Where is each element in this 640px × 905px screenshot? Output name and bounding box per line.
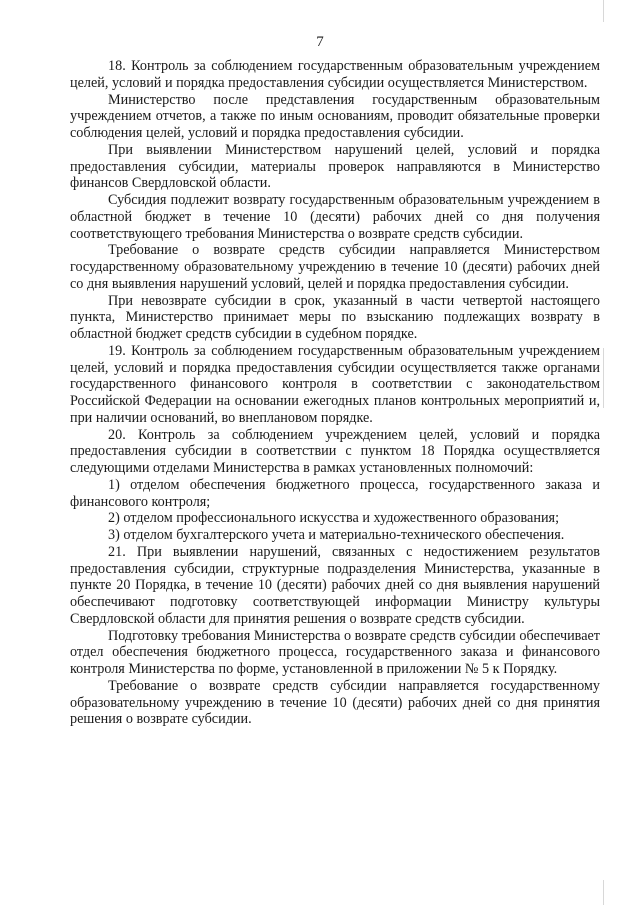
paragraph: Требование о возврате средств субсидии направляется Министерством государственному образовательному учреждению в течение 10 (десяти) рабочих дней со дня выявления нарушений условий, целей и порядка предоставления субсидии. (70, 242, 600, 292)
document-body (70, 58, 600, 728)
list-item: 1) отделом обеспечения бюджетного процесса, государственного заказа и финансового контроля; (70, 476, 600, 510)
paragraph: 21. При выявлении нарушений, связанных с недостижением результатов предоставления субсидии, структурные подразделения Министерства, указанные в пункте 20 Порядка, в течение 10 (десяти) рабочих дней со дня выявления нарушений обеспечивают подготовку соответствующей информации Министру культуры Свердловской области для принятия решения о возврате средств субсидии. (70, 543, 600, 627)
paragraph: При невозврате субсидии в срок, указанный в части четвертой настоящего пункта, Министерство принимает меры по взысканию подлежащих возврату в областной бюджет средств субсидии в судебном порядке. (70, 292, 600, 342)
paragraph: При выявлении Министерством нарушений целей, условий и порядка предоставления субсидии, материалы проверок направляются в Министерство финансов Свердловской области. (70, 141, 600, 192)
list-item: 3) отделом бухгалтерского учета и материально-технического обеспечения. (108, 527, 565, 543)
scan-edge-mark (603, 0, 604, 22)
page-number: 7 (316, 34, 324, 50)
paragraph: Субсидия подлежит возврату государственным образовательным учреждением в областной бюджет в течение 10 (десяти) рабочих дней со дня получения соответствующего требования Министерства о возврате средств субсидии. (70, 192, 600, 242)
scan-edge-mark (603, 880, 604, 905)
paragraph: Министерство после представления государственным образовательным учреждением отчетов, а также по иным основаниям, проводит обязательные проверки соблюдения целей, условий и порядка предоставления субсидии. (70, 91, 600, 141)
paragraph: 20. Контроль за соблюдением учреждением целей, условий и порядка предоставления субсидии в соответствии с пунктом 18 Порядка осуществляется следующими отделами Министерства в рамках установленных полномочий: (70, 426, 600, 476)
scan-edge-mark (603, 348, 604, 408)
list-item: 2) отделом профессионального искусства и художественного образования; (108, 510, 560, 527)
paragraph: 18. Контроль за соблюдением государственным образовательным учреждением целей, условий и порядка предоставления субсидии осуществляется Министерством. (70, 58, 600, 91)
paragraph: Подготовку требования Министерства о возврате средств субсидии обеспечивает отдел обеспечения бюджетного процесса, государственного заказа и финансового контроля Министерства по форме, установленной в приложении № 5 к Порядку. (70, 627, 600, 677)
paragraph: 19. Контроль за соблюдением государственным образовательным учреждением целей, условий и порядка предоставления субсидии осуществляется также органами государственного финансового контроля в соответствии с законодательством Российской Федерации на основании ежегодных планов контрольных мероприятий и, при наличии оснований, во внеплановом порядке. (70, 342, 600, 426)
paragraph: Требование о возврате средств субсидии направляется государственному образовательному учреждению в течение 10 (десяти) рабочих дней со дня принятия решения о возврате субсидии. (70, 677, 600, 728)
